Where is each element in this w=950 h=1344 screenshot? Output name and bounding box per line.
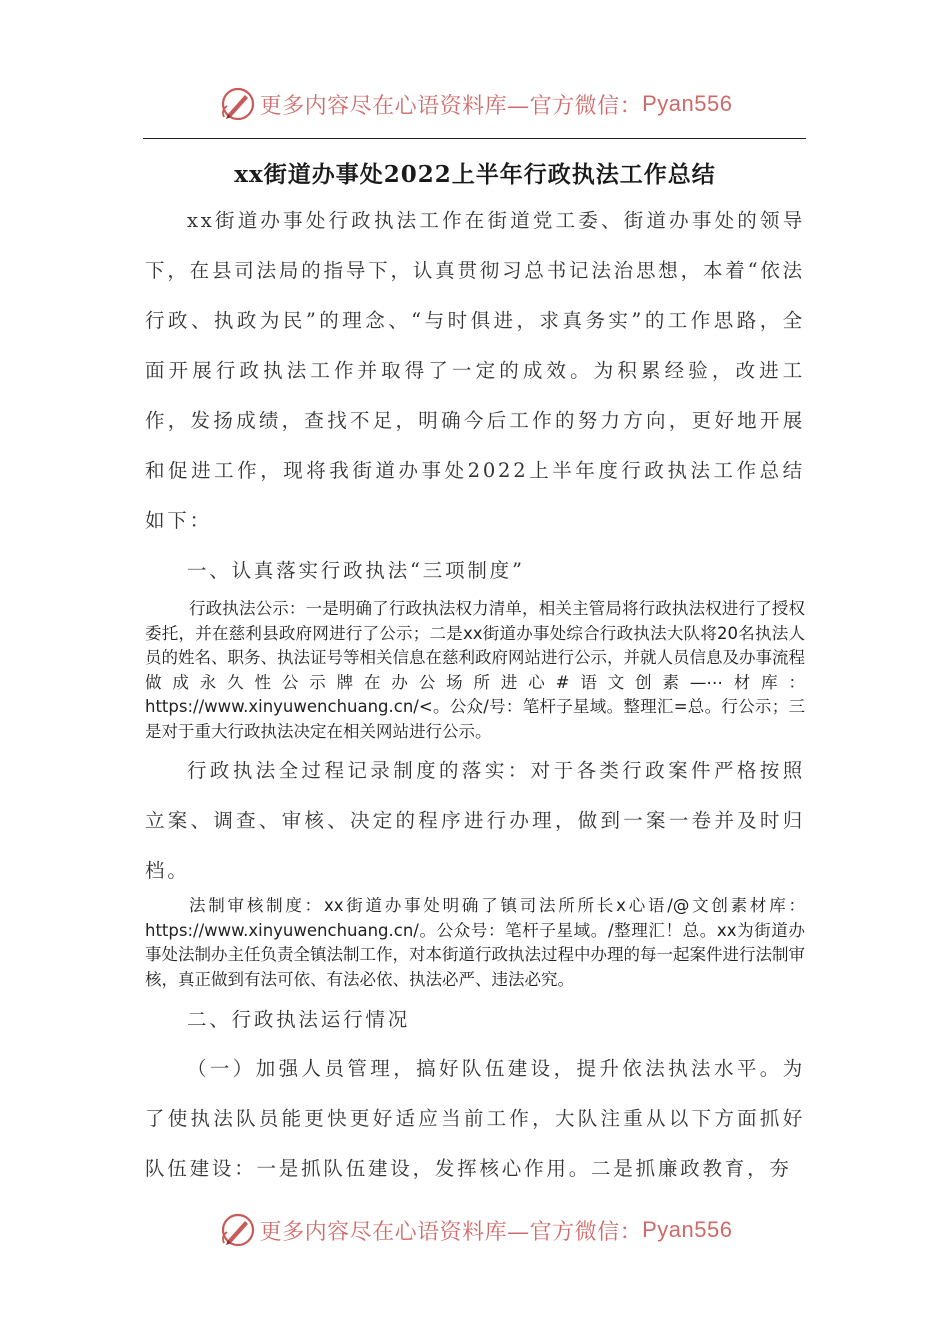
banner-text: 更多内容尽在心语资料库—官方微信： [259, 1219, 643, 1245]
document-title: xx街道办事处2022上半年行政执法工作总结 [234, 161, 716, 188]
review-paragraph: 法制审核制度：xx街道办事处明确了镇司法所所长x心语/@文创素材库：https://www.xinyuwenchuang.cn/。公众号：笔杆子星域。/整理汇！总。xx为街道办事处法制办主任负责全镇法制工作，对本街道行政执法过程中办理的每一起案件进行法制审核，真正做到有法可依、有法必依、执法必严、违法必究。 [145, 896, 805, 989]
section-heading-2: 二、行政执法运行情况 [187, 1008, 411, 1031]
pen-logo-icon [218, 84, 258, 124]
section-heading-1: 一、认真落实行政执法“三项制度” [187, 559, 525, 582]
intro-paragraph: xx街道办事处行政执法工作在街道党工委、街道办事处的领导下，在县司法局的指导下，认真贯彻习总书记法治思想，本着“依法行政、执政为民”的理念、“与时俱进，求真务实”的工作思路，全面开展行政执法工作并取得了一定的成效。为积累经验，改进工作，发扬成绩，查找不足，明确今后工作的努力方向，更好地开展和促进工作，现将我街道办事处2022上半年度行政执法工作总结如下： [145, 209, 805, 532]
banner-wechat-id: Pyan556 [642, 1217, 733, 1242]
team-paragraph: （一）加强人员管理，搞好队伍建设，提升依法执法水平。为了使执法队员能更快更好适应当前工作，大队注重从以下方面抓好队伍建设：一是抓队伍建设，发挥核心作用。二是抓廉政教育，夯 [145, 1057, 805, 1180]
banner-text: 更多内容尽在心语资料库—官方微信： [259, 93, 643, 119]
header-rule [143, 138, 806, 139]
pen-logo-icon [218, 1210, 258, 1250]
footer-banner [0, 1210, 950, 1250]
publicity-paragraph: 行政执法公示：一是明确了行政执法权力清单，相关主管局将行政执法权进行了授权委托，并在慈利县政府网进行了公示；二是xx街道办事处综合行政执法大队将20名执法人员的姓名、职务、执法证号等相关信息在慈利政府网站进行公示，并就人员信息及办事流程做成永久性公示牌在办公场所进心#语文创素—⋯材库：https://www.xinyuwenchuang.cn/<。公众/号：笔杆子星域。整理汇=总。行公示；三是对于重大行政执法决定在相关网站进行公示。 [145, 599, 805, 741]
record-paragraph: 行政执法全过程记录制度的落实：对于各类行政案件严格按照立案、调查、审核、决定的程序进行办理，做到一案一卷并及时归档。 [145, 759, 805, 882]
header-banner [0, 84, 950, 124]
banner-wechat-id: Pyan556 [642, 91, 733, 116]
